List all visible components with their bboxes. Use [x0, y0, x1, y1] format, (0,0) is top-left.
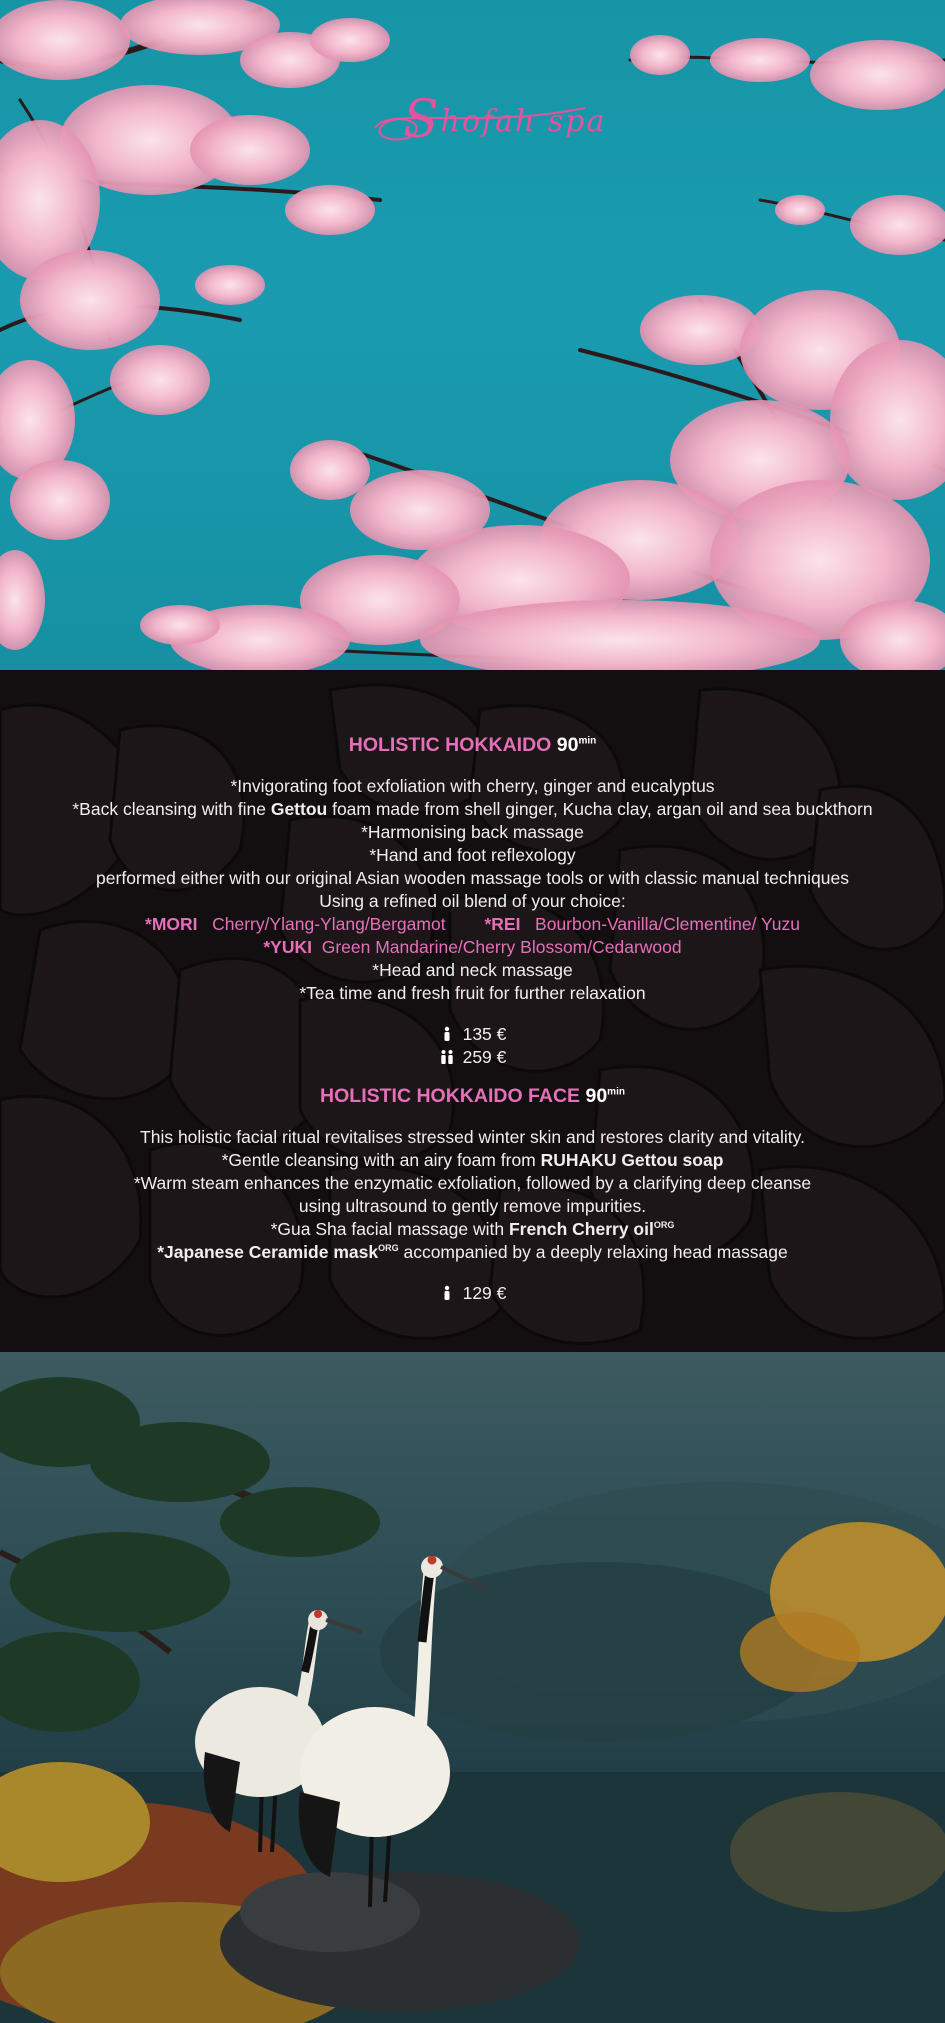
- oil-yuki-row: [0, 936, 945, 959]
- logo-wordmark: [403, 84, 607, 150]
- gua-sha-text: *Gua Sha facial massage with: [270, 1219, 509, 1239]
- price-single: 129 €: [462, 1283, 507, 1303]
- hero-cherry-blossom-image: [0, 0, 945, 670]
- treatment1-duration: [557, 734, 596, 756]
- oil-mori-value: Cherry/Ylang-Ylang/Bergamot: [212, 914, 446, 934]
- treatment1-duration-value: 90: [556, 734, 579, 756]
- treatment1-step-foot-exfoliation: *Invigorating foot exfoliation with cherry, ginger and eucalyptus: [230, 776, 715, 796]
- head-massage-text: accompanied by a deeply relaxing head massage: [398, 1242, 788, 1262]
- gettou-highlight: Gettou: [270, 799, 328, 819]
- treatment-menu-section: [0, 670, 945, 1352]
- treatment2-step-steam: *Warm steam enhances the enzymatic exfoliation, followed by a clarifying deep cleanse: [133, 1173, 812, 1193]
- treatment1-step-back-massage: *Harmonising back massage: [361, 822, 584, 842]
- price-single: 135 €: [462, 1024, 507, 1044]
- treatment2-description: This holistic facial ritual revitalises stressed winter skin and restores clarity and vitality.: [140, 1127, 805, 1147]
- oil-yuki-value: Green Mandarine/Cherry Blossom/Cedarwood: [321, 937, 682, 957]
- treatment1-step-reflexology: *Hand and foot reflexology: [369, 845, 576, 865]
- treatment1-prices: [0, 1023, 945, 1069]
- price-single-row: [0, 1023, 945, 1046]
- oil-rei-label: *REI: [484, 914, 521, 934]
- cleansing-text: *Gentle cleansing with an airy foam from: [221, 1150, 541, 1170]
- treatment2-duration-value: 90: [585, 1085, 608, 1107]
- spacer: [0, 1005, 945, 1023]
- price-couple: 259 €: [462, 1047, 507, 1067]
- spacer: [0, 1069, 945, 1085]
- treatment1-techniques: performed either with our original Asian wooden massage tools or with classic manual techniques: [96, 868, 849, 888]
- treatment2-prices: [0, 1282, 945, 1305]
- spacer: [0, 1264, 945, 1282]
- treatment2-step-mask: [0, 1241, 945, 1264]
- treatment2-step-cleansing: [0, 1149, 945, 1172]
- treatment1-step-head-massage: *Head and neck massage: [372, 960, 573, 980]
- treatment1-step-back-cleansing: [0, 798, 945, 821]
- oil-mori-label: *MORI: [145, 914, 198, 934]
- single-person-icon: [439, 1026, 455, 1042]
- oil-options-row: [0, 913, 945, 936]
- cranes-illustration: [0, 1352, 945, 2023]
- ceramide-mask-highlight: *Japanese Ceramide mask: [157, 1242, 379, 1262]
- oil-yuki-label: *YUKI: [263, 937, 312, 957]
- back-cleansing-text: *Back cleansing with fine: [72, 799, 271, 819]
- single-person-icon: [439, 1285, 455, 1301]
- logo-initial: S: [403, 90, 441, 150]
- treatment2-duration-unit: min: [607, 1086, 625, 1098]
- treatment1-title: [0, 734, 945, 757]
- treatment1-oil-intro: Using a refined oil blend of your choice:: [319, 891, 626, 911]
- treatment2-duration: [585, 1085, 624, 1107]
- organic-marker: ORG: [653, 1220, 675, 1231]
- treatment1-step-tea-time: *Tea time and fresh fruit for further relaxation: [299, 983, 646, 1003]
- treatment1-name: HOLISTIC HOKKAIDO: [348, 734, 552, 756]
- french-cherry-oil-highlight: French Cherry oil: [508, 1219, 654, 1239]
- menu-content: [0, 670, 945, 1305]
- two-persons-icon: [439, 1049, 455, 1065]
- price-couple-row: [0, 1046, 945, 1069]
- logo-rest: hofah spa: [440, 104, 607, 139]
- treatment2-step-ultrasound: using ultrasound to gently remove impurities.: [298, 1196, 647, 1216]
- shofah-spa-logo: [365, 78, 607, 150]
- treatment2-title: [0, 1085, 945, 1108]
- back-cleansing-ingredients: foam made from shell ginger, Kucha clay, argan oil and sea buckthorn: [327, 799, 873, 819]
- treatment2-step-gua-sha: [0, 1218, 945, 1241]
- cranes-lake-image: [0, 1352, 945, 2023]
- price-single-row: [0, 1282, 945, 1305]
- ruhaku-highlight: RUHAKU Gettou soap: [540, 1150, 724, 1170]
- treatment1-duration-unit: min: [578, 735, 597, 747]
- organic-marker: ORG: [378, 1243, 399, 1254]
- oil-rei-value: Bourbon-Vanilla/Clementine/ Yuzu: [535, 914, 800, 934]
- treatment2-name: HOLISTIC HOKKAIDO FACE: [320, 1085, 581, 1107]
